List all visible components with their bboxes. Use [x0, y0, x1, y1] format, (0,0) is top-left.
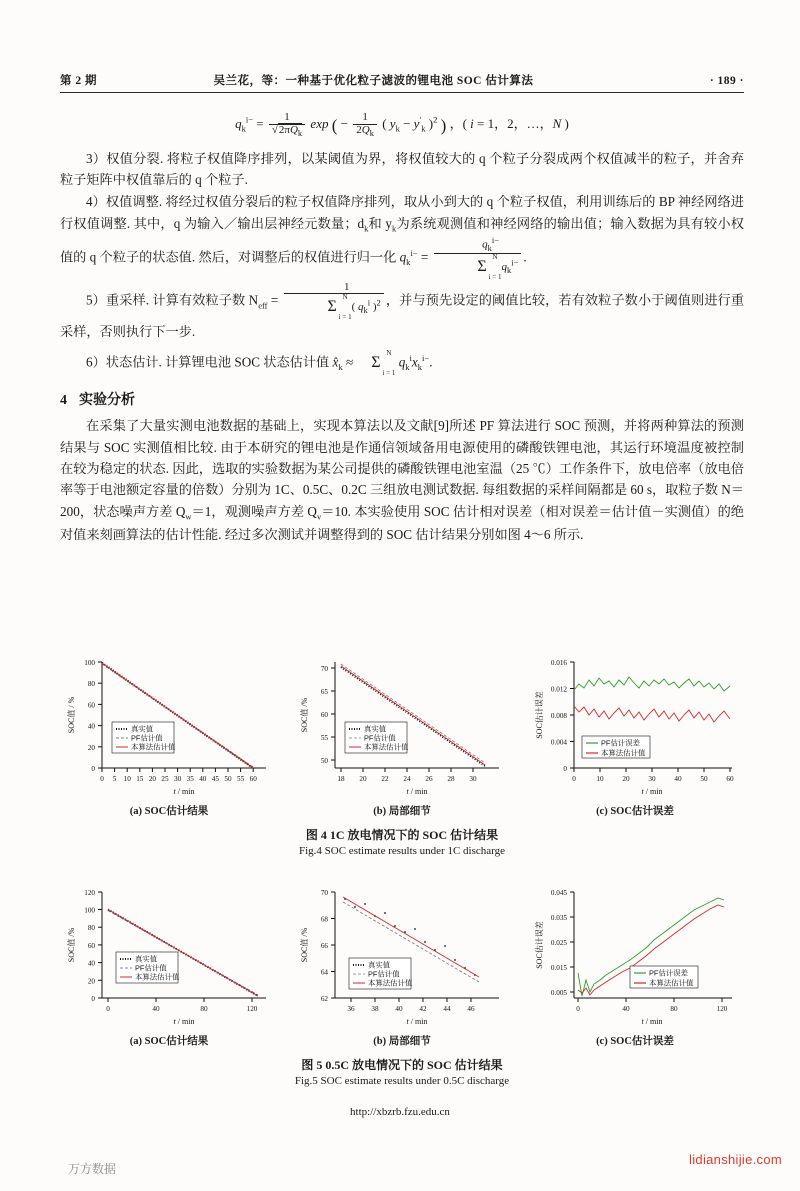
svg-text:0.045: 0.045 — [550, 889, 567, 897]
figure-5-row — [60, 880, 744, 1048]
exp-part-2: ＝1，观测噪声方差 Q — [191, 503, 317, 519]
svg-text:本算法估计值: 本算法估计值 — [649, 978, 694, 988]
figure-5-title: 图 5 0.5C 放电情况下的 SOC 估计结果 — [301, 1058, 503, 1072]
svg-text:38: 38 — [371, 1005, 379, 1013]
svg-text:t / min: t / min — [641, 787, 663, 796]
svg-text:40: 40 — [152, 1005, 160, 1013]
exp-part-1: 在采集了大量实测电池数据的基础上，实现本算法以及文献[9]所述 PF 算法进行 SOC 预测，并将两种算法的预测结果与 SOC 实测值相比较. 由于本研究的锂电池是作通信领域备用电源使用的磷酸铁锂电池，其运行环境温度被控制在较为稳定的状态. 因此，选取的实验数据为某公司提供的磷酸铁锂电池室温（25 ℃）工作条件下，放电倍率（放电倍率等于电池额定容量的倍数）分别为 1C、0.5C、0.2C 三组放电测试数据. 每组数据的采样间隔都是 60 s，取粒子数 N＝200，状态噪声方差 Q — [60, 418, 744, 519]
chart-fig4b-svg — [293, 650, 511, 800]
svg-text:SOC值 /%: SOC值 /% — [300, 927, 309, 963]
svg-text:60: 60 — [87, 941, 95, 950]
p4-part-c: 为系统观测值和神经网络的输出值；输入数据为具有较小权值的 q 个粒子的状态值. 然后，对调整后的权值进行归一化 — [60, 215, 744, 265]
article-body — [60, 104, 744, 547]
svg-text:PF估计误差: PF估计误差 — [649, 968, 689, 978]
svg-text:30: 30 — [648, 775, 656, 783]
svg-text:SOC值 /%: SOC值 /% — [300, 697, 309, 733]
svg-text:26: 26 — [425, 775, 433, 783]
svg-text:70: 70 — [320, 889, 328, 897]
p4-part-b: 和 y — [368, 215, 393, 231]
svg-text:0: 0 — [91, 995, 95, 1003]
svg-text:80: 80 — [670, 1005, 678, 1013]
chart-fig5a-caption: (a) SOC估计结果 — [129, 1036, 209, 1047]
svg-text:PF估计值: PF估计值 — [364, 733, 396, 743]
header-issue: 第 2 期 — [60, 75, 97, 87]
formula-weight: $q_k^{i-}$ = $\frac{1}{√2\pi Q_k}$ exp ( − $\frac{1}{2Q_k}$ ( $y_k - y'_k$ )$^2$ ) ，( i = 1，2，…，N ) — [235, 111, 569, 138]
svg-text:15: 15 — [136, 775, 144, 783]
chart-fig5c-svg — [526, 880, 744, 1030]
svg-text:24: 24 — [403, 775, 411, 783]
svg-text:80: 80 — [87, 680, 95, 689]
svg-text:60: 60 — [249, 775, 257, 783]
svg-text:60: 60 — [320, 711, 328, 719]
svg-text:35: 35 — [186, 775, 194, 783]
svg-text:22: 22 — [381, 775, 389, 783]
paragraph-step3: 3）权值分裂. 将粒子权值降序排列，以某阈值为界，将权值较大的 q 个粒子分裂成两个权值减半的粒子，并舍弃粒子矩阵中权值靠后的 q 个粒子. — [60, 150, 744, 188]
svg-text:真实值: 真实值 — [131, 724, 154, 734]
chart-fig5a — [60, 880, 278, 1048]
svg-text:0: 0 — [106, 1005, 110, 1013]
svg-text:40: 40 — [622, 1005, 630, 1013]
svg-text:55: 55 — [237, 775, 245, 783]
figure-4 — [60, 650, 744, 857]
paragraph-experiment: 在采集了大量实测电池数据的基础上，实现本算法以及文献[9]所述 PF 算法进行 SOC 预测，并将两种算法的预测结果与 SOC 实测值相比较. 由于本研究的锂电池是作通信领域备用电源使用的磷酸铁锂电池，其运行环境温度被控制在较为稳定的状态. 因此，选取的实验数据为某公司提供的磷酸铁锂电池室温（25 ℃）工作条件下，放电倍率（放电倍率等于电池额定容量的倍数）分别为 1C、0.5C、0.2C 三组放电测试数据. 每组数据的采样间隔都是 60 s，取粒子数 N＝200，状态噪声方差 $Q_w=1$，观测噪声方差 $Q_v=10$. 本实验使用 SOC 估计相对误差（相对误差＝估计值－实测值）的绝对值来刻画算法的估计性能. 经过多次测试并调整得到的 SOC 估计结果分别如图 4～6 所示. — [60, 418, 744, 543]
figure-5 — [60, 880, 744, 1087]
svg-text:t / min: t / min — [173, 1017, 195, 1026]
svg-text:44: 44 — [443, 1005, 451, 1013]
svg-text:20: 20 — [148, 775, 156, 783]
svg-text:0.008: 0.008 — [550, 712, 567, 720]
svg-text:28: 28 — [447, 775, 455, 783]
figure-4-title-en: Fig.4 SOC estimate results under 1C discharge — [298, 845, 506, 857]
svg-text:62: 62 — [320, 995, 328, 1003]
exp-part-3: ＝10. 本实验使用 SOC 估计相对误差（相对误差＝估计值－实测值）的绝对值来刻画算法的估计性能. 经过多次测试并调整得到的 SOC 估计结果分别如图 4～6 所示. — [60, 503, 744, 543]
svg-text:50: 50 — [224, 775, 232, 783]
figure-5-title-en: Fig.5 SOC estimate results under 0.5C discharge — [294, 1075, 510, 1087]
svg-text:60: 60 — [726, 775, 734, 783]
svg-text:120: 120 — [716, 1005, 728, 1013]
wanfang-logo: 万方数据 — [68, 1162, 117, 1176]
svg-text:20: 20 — [359, 775, 367, 783]
svg-text:SOC值 / %: SOC值 / % — [67, 696, 76, 734]
svg-text:100: 100 — [84, 906, 95, 915]
p5-part-a: 5）重采样. 计算有效粒子数 N — [86, 292, 259, 308]
chart-fig4a — [60, 650, 278, 818]
p5-part-b: ，并与预先设定的阈值比较，若有效粒子数小于阈值则进行重采样，否则执行下一步. — [60, 292, 745, 340]
svg-text:t / min: t / min — [641, 1017, 663, 1026]
svg-text:本算法估计值: 本算法估计值 — [368, 978, 413, 988]
svg-text:真实值: 真实值 — [135, 954, 158, 964]
svg-text:0.025: 0.025 — [550, 939, 567, 947]
svg-text:65: 65 — [320, 688, 328, 696]
svg-text:25: 25 — [161, 775, 169, 783]
header-divider — [60, 92, 744, 93]
svg-text:30: 30 — [469, 775, 477, 783]
chart-fig5b-caption: (b) 局部细节 — [373, 1036, 431, 1047]
svg-text:0: 0 — [576, 1005, 580, 1013]
svg-text:PF估计值: PF估计值 — [135, 963, 167, 973]
svg-text:0: 0 — [91, 765, 95, 773]
svg-text:55: 55 — [320, 734, 328, 742]
svg-text:30: 30 — [174, 775, 182, 783]
svg-text:0.035: 0.035 — [550, 914, 567, 922]
chart-fig4c — [526, 650, 744, 818]
svg-text:SOC估计误差: SOC估计误差 — [535, 691, 544, 739]
svg-text:SOC值 /%: SOC值 /% — [67, 927, 76, 963]
svg-text:80: 80 — [87, 924, 95, 933]
svg-text:真实值: 真实值 — [364, 724, 387, 734]
chart-fig4a-caption: (a) SOC估计结果 — [129, 806, 209, 817]
figure-4-row — [60, 650, 744, 818]
svg-text:本算法估计值: 本算法估计值 — [364, 742, 409, 752]
svg-text:0: 0 — [563, 765, 567, 773]
paragraph-step4: 4）权值调整. 将经过权值分裂后的粒子权值降序排列，取从小到大的 q 个粒子权值，利用训练后的 BP 神经网络进行权值调整. 其中，q 为输入／输出层神经元数量；$d_k$和 $y_k$为系统观测值和神经网络的输出值；输入数据为具有较小权值的 q 个粒子的状态值. 然后，对调整后的权值进行归一化 $q_k^{i-}$ = $q_k^{i-}$ N Σ i = 1 $q_k^{i-}$ . — [60, 194, 744, 281]
svg-text:40: 40 — [87, 959, 95, 968]
chart-fig5c-caption: (c) SOC估计误差 — [596, 1036, 674, 1047]
svg-text:45: 45 — [211, 775, 219, 783]
svg-text:10: 10 — [123, 775, 131, 783]
section-title: 实验分析 — [79, 393, 135, 409]
svg-text:50: 50 — [320, 757, 328, 765]
chart-fig5b — [293, 880, 511, 1048]
svg-text:t / min: t / min — [173, 787, 195, 796]
svg-text:40: 40 — [674, 775, 682, 783]
svg-text:100: 100 — [84, 659, 95, 667]
section-number: 4 — [60, 393, 67, 409]
svg-text:120: 120 — [246, 1005, 258, 1013]
svg-text:120: 120 — [84, 889, 95, 897]
section-heading — [60, 389, 744, 409]
svg-text:本算法估计值: 本算法估计值 — [131, 742, 176, 752]
svg-text:50: 50 — [700, 775, 708, 783]
svg-text:20: 20 — [87, 743, 95, 752]
svg-text:20: 20 — [87, 977, 95, 986]
footer-url[interactable]: http://xbzrb.fzu.edu.cn — [350, 1106, 450, 1118]
svg-text:80: 80 — [200, 1005, 208, 1013]
svg-text:t / min: t / min — [406, 787, 428, 796]
paragraph-step6: 6）状态估计. 计算锂电池 SOC 状态估计值 $x̂_k$ ≈ N Σ i = 1 $q_k^ix_k^{i-}$. — [86, 349, 433, 378]
svg-text:46: 46 — [467, 1005, 475, 1013]
page-header — [60, 72, 744, 88]
chart-fig5a-svg — [60, 880, 278, 1030]
chart-fig4b-caption: (b) 局部细节 — [373, 806, 431, 817]
svg-text:0.005: 0.005 — [550, 989, 567, 997]
chart-fig4c-caption: (c) SOC估计误差 — [596, 806, 674, 817]
svg-text:0.015: 0.015 — [550, 964, 567, 972]
chart-fig4b — [293, 650, 511, 818]
svg-text:40: 40 — [87, 722, 95, 731]
svg-text:0: 0 — [572, 775, 576, 783]
p4-part-a: 4）权值调整. 将经过权值分裂后的粒子权值降序排列，取从小到大的 q 个粒子权值，利用训练后的 BP 神经网络进行权值调整. 其中，q 为输入／输出层神经元数量；d — [60, 194, 744, 231]
svg-text:0.012: 0.012 — [550, 685, 567, 694]
svg-text:40: 40 — [395, 1005, 403, 1013]
svg-text:66: 66 — [320, 942, 328, 950]
svg-text:0.004: 0.004 — [550, 738, 567, 747]
chart-fig4c-svg — [526, 650, 744, 800]
svg-text:PF估计误差: PF估计误差 — [601, 738, 641, 748]
chart-fig4a-svg — [60, 650, 278, 800]
svg-text:18: 18 — [337, 775, 345, 783]
svg-text:40: 40 — [199, 775, 207, 783]
svg-text:70: 70 — [320, 665, 328, 673]
figure-4-title: 图 4 1C 放电情况下的 SOC 估计结果 — [305, 828, 499, 842]
svg-text:SOC估计误差: SOC估计误差 — [535, 921, 544, 969]
svg-text:0: 0 — [100, 775, 104, 783]
svg-text:10: 10 — [596, 775, 604, 783]
svg-text:20: 20 — [622, 775, 630, 783]
svg-text:60: 60 — [87, 701, 95, 710]
svg-text:42: 42 — [419, 1005, 427, 1013]
svg-text:PF估计值: PF估计值 — [368, 969, 400, 979]
svg-text:t / min: t / min — [406, 1017, 428, 1026]
svg-text:PF估计值: PF估计值 — [131, 733, 163, 743]
svg-text:本算法估计值: 本算法估计值 — [601, 748, 646, 758]
svg-text:本算法估计值: 本算法估计值 — [135, 972, 180, 982]
svg-text:0.016: 0.016 — [550, 659, 567, 667]
header-page-number: · 189 · — [709, 75, 744, 87]
chart-fig5c — [526, 880, 744, 1048]
svg-text:68: 68 — [320, 915, 328, 924]
p6-text: 6）状态估计. 计算锂电池 SOC 状态估计值 — [86, 354, 330, 370]
svg-text:5: 5 — [112, 775, 117, 783]
chart-fig5b-svg — [293, 880, 511, 1030]
header-title: 吴兰花，等：一种基于优化粒子滤波的锂电池 SOC 估计算法 — [213, 75, 534, 87]
svg-text:真实值: 真实值 — [368, 960, 391, 970]
svg-text:36: 36 — [347, 1005, 355, 1013]
paragraph-step5: 5）重采样. 计算有效粒子数 $N_{eff}$ = 1 N Σ i = 1 ( $q_k^i$ )$^2$ ，并与预先设定的阈值比较，若有效粒子数小于阈值则进行重采样，否则执行下一步. — [60, 280, 745, 340]
svg-text:64: 64 — [320, 968, 328, 977]
site-watermark: lidianshijie.com — [689, 1152, 782, 1167]
